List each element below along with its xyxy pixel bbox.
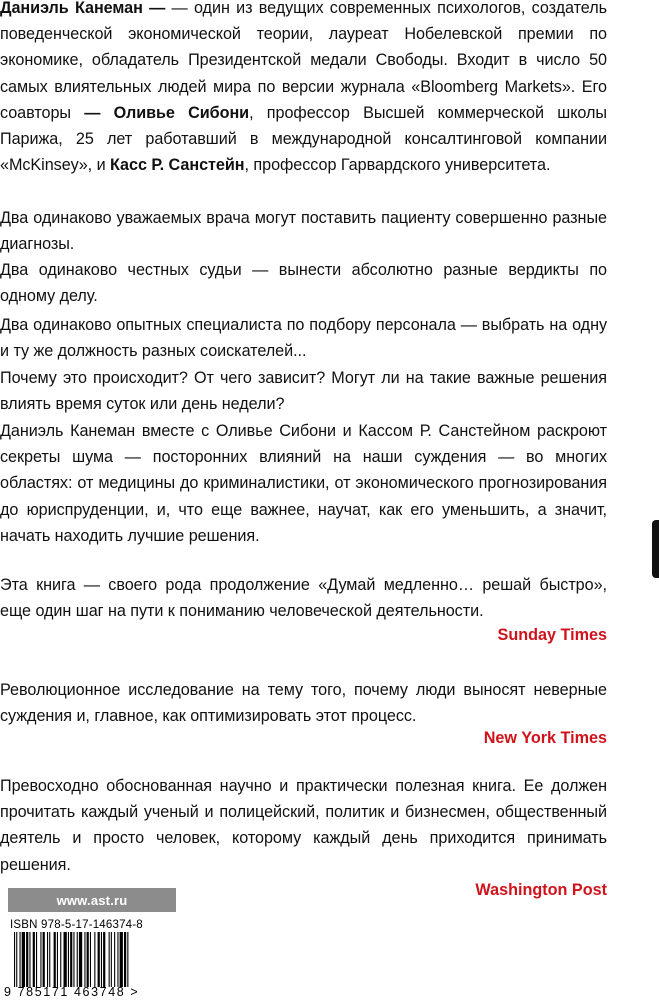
intro-paragraph-1: Два одинаково уважаемых врача могут поставить пациенту совершенно разные диагнозы.: [0, 209, 607, 254]
barcode-bar: [14, 932, 15, 987]
intro-paragraph-5: Даниэль Канеман вместе с Оливье Сибони и Кассом Р. Санстейном раскроют секреты шума — посторонних влияний на наши суждения — во многих областях: от медицины до криминалистики, от экономического прогнозирования до юриспруденции, и, что еще важнее, научат, как его уменьшить, а значит, начать находить лучшие решения.: [0, 422, 607, 545]
barcode-bar: [49, 932, 50, 987]
barcode-bar: [29, 932, 30, 987]
barcode-bar: [127, 932, 128, 987]
author-name: Даниэль Канеман: [0, 0, 143, 17]
barcode-bar: [98, 932, 100, 987]
intro-paragraph-4: Почему это происходит? От чего зависит? Могут ли на такие важные решения влиять время суток или день недели?: [0, 369, 607, 414]
edge-mark: [652, 520, 659, 578]
barcode-bar: [64, 932, 67, 987]
barcode-bar: [120, 932, 123, 987]
barcode-bar: [40, 932, 41, 987]
barcode-bar: [54, 932, 56, 987]
barcode-bar: [22, 932, 25, 987]
review-source-2: New York Times: [483, 729, 607, 747]
review-text-1: Эта книга — своего рода продолжение «Думай медленно… решай быстро», еще один шаг на пути к пониманию человеческой деятельности.: [0, 576, 607, 621]
barcode-bar: [79, 932, 82, 987]
barcode-bar: [103, 932, 105, 987]
review-source-1: Sunday Times: [497, 626, 607, 644]
barcode-bar: [101, 932, 102, 987]
coauthor-2-name: Касс Р. Санстейн: [110, 156, 245, 175]
barcode-bar: [73, 932, 74, 987]
isbn-number: ISBN 978-5-17-146374-8: [10, 919, 143, 931]
review-text-3: Превосходно обоснованная научно и практически полезная книга. Ее должен прочитать каждый ученый и полицейский, политик и бизнесмен, общественный деятель и просто человек, которому каждый день приходится принимать решения.: [0, 777, 607, 874]
barcode-bar: [20, 932, 21, 987]
barcode-bar: [60, 932, 61, 987]
barcode: [12, 932, 172, 987]
intro-paragraph-3: Два одинаково опытных специалиста по подбору персонала — выбрать на одну и ту же должность разных соискателей...: [0, 316, 607, 361]
coauthors-dash: —: [71, 103, 114, 122]
barcode-bar: [111, 932, 112, 987]
review-text-2: Революционное исследование на тему того, почему люди выносят неверные суждения и, главное, как оптимизировать этот процесс.: [0, 681, 607, 726]
barcode-bar: [70, 932, 72, 987]
barcode-bar: [90, 932, 91, 987]
barcode-bar: [84, 932, 85, 987]
barcode-bar: [77, 932, 78, 987]
bio-text-3: , профессор Гарвардского университета.: [244, 156, 551, 175]
publisher-website: www.ast.ru: [8, 888, 176, 912]
barcode-bar: [33, 932, 35, 987]
intro-paragraph-2: Два одинаково честных судьи — вынести абсолютно разные вердикты по одному делу.: [0, 261, 607, 306]
barcode-bar: [68, 932, 69, 987]
barcode-bar: [36, 932, 37, 987]
barcode-bar: [114, 932, 115, 987]
coauthor-1-name: Оливье Сибони: [113, 103, 250, 122]
barcode-bar: [94, 932, 95, 987]
barcode-bar: [117, 932, 118, 987]
barcode-bar: [43, 932, 45, 987]
review-source-3: Washington Post: [475, 881, 607, 899]
author-bio: [0, 0, 607, 178]
barcode-bar: [47, 932, 48, 987]
bio-text-2: , профессор Высшей коммерческой школы Парижа, 25 лет работавший в международной консалтинговой компании «McKinsey», и: [0, 103, 607, 175]
barcode-bar: [57, 932, 58, 987]
bio-text-1: — один из ведущих современных психологов, создатель поведенческой экономической теории, лауреат Нобелевской премии по экономике, обладатель Президентской медали Свободы. Входит в число 50 самых влиятельных людей мира по версии журнала «Bloomberg Markets». Его соавторы: [0, 0, 607, 122]
author-name-dash: —: [142, 0, 166, 17]
barcode-digits: 9 785171 463748 >: [4, 985, 140, 999]
barcode-bar: [26, 932, 28, 987]
barcode-bar: [124, 932, 126, 987]
barcode-bar: [109, 932, 110, 987]
barcode-bar: [16, 932, 17, 987]
barcode-bar: [87, 932, 89, 987]
